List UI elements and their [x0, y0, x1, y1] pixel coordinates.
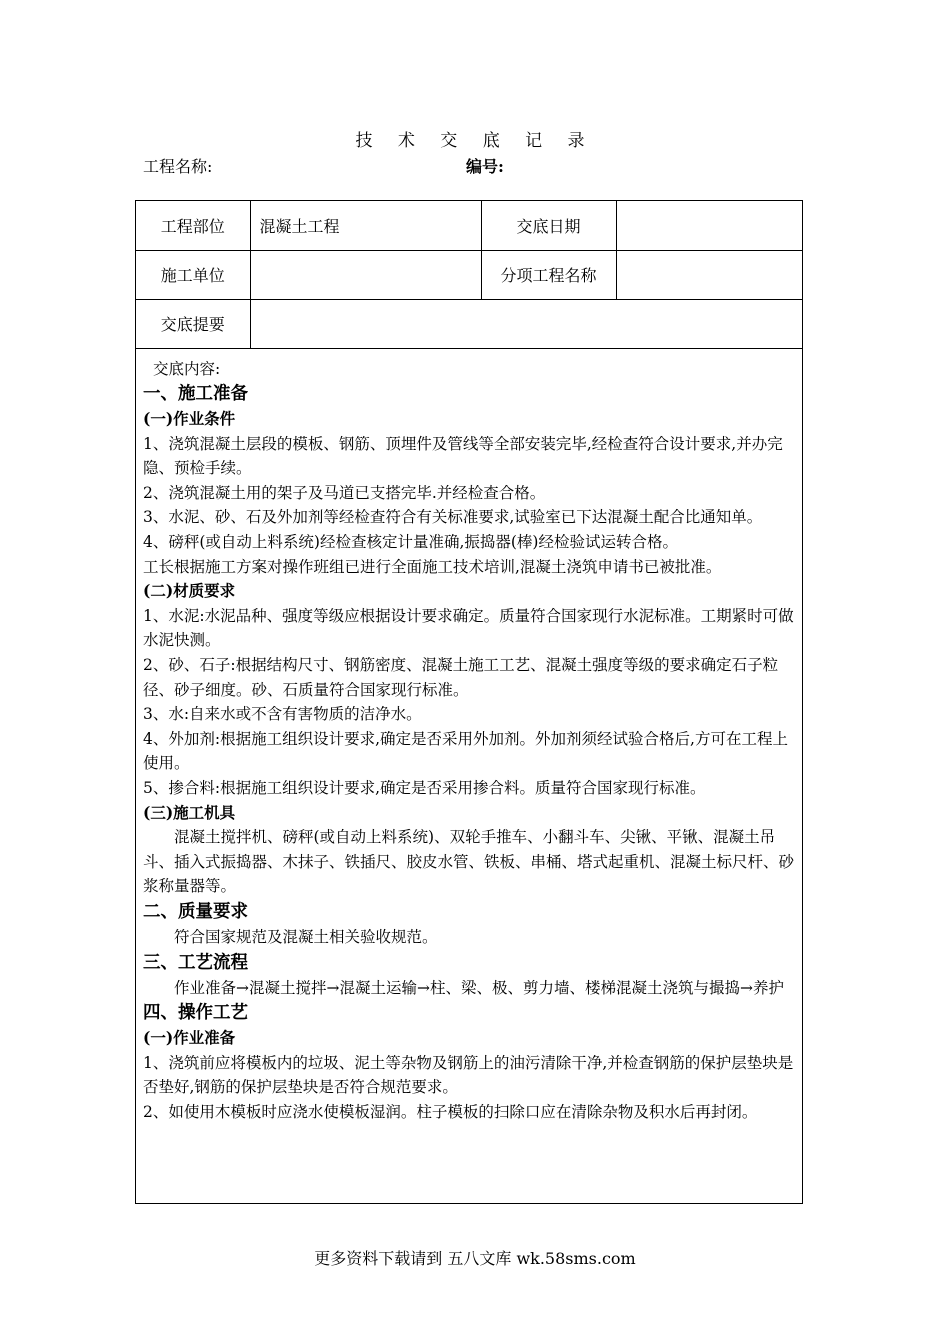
- list-item: 3、水泥、砂、石及外加剂等经检查符合有关标准要求,试验室已下达混凝土配合比通知单。: [143, 508, 763, 527]
- location-value: 混凝土工程: [250, 201, 481, 250]
- list-item: 4、磅秤(或自动上料系统)经检查核定计量准确,振捣器(棒)经检验试运转合格。: [143, 533, 678, 552]
- section-heading: 四、操作工艺: [143, 1003, 248, 1024]
- subsection-heading: (三)施工机具: [143, 802, 236, 822]
- list-item: 1、浇筑前应将模板内的垃圾、泥土等杂物及钢筋上的油污清除干净,并检查钢筋的保护层垫块是否垫好,钢筋的保护层垫块是否符合规范要求。: [143, 1053, 794, 1097]
- project-name-label: 工程名称:: [143, 157, 213, 176]
- list-item: 1、水泥:水泥品种、强度等级应根据设计要求确定。质量符合国家现行水泥标准。工期紧时可做水泥快测。: [143, 606, 794, 650]
- date-label: 交底日期: [481, 201, 616, 250]
- unit-value: [250, 250, 481, 299]
- sub-project-label: 分项工程名称: [481, 250, 616, 299]
- summary-value: [250, 299, 802, 348]
- date-value: [616, 201, 802, 250]
- document-title: 技 术 交 底 记 录: [355, 131, 595, 151]
- subsection-heading: (二)材质要求: [143, 581, 236, 601]
- paragraph: 作业准备→混凝土搅拌→混凝土运输→柱、梁、极、剪力墙、楼梯混凝土浇筑与撮捣→养护: [174, 978, 784, 997]
- code-label: 编号:: [466, 157, 504, 176]
- unit-label: 施工单位: [136, 250, 250, 299]
- section-heading: 二、质量要求: [143, 901, 248, 922]
- sub-project-value: [616, 250, 802, 299]
- list-item: 5、掺合料:根据施工组织设计要求,确定是否采用掺合料。质量符合国家现行标准。: [143, 779, 706, 797]
- list-item: 2、砂、石子:根据结构尺寸、钢筋密度、混凝土施工工艺、混凝土强度等级的要求确定石子粒径、砂子细度。砂、石质量符合国家现行标准。: [143, 656, 779, 699]
- list-item: 工长根据施工方案对操作班组已进行全面施工技术培训,混凝土浇筑申请书已被批准。: [143, 557, 722, 576]
- list-item: 4、外加剂:根据施工组织设计要求,确定是否采用外加剂。外加剂须经试验合格后,方可在工程上使用。: [143, 729, 788, 773]
- summary-label: 交底提要: [136, 299, 250, 348]
- content-intro: 交底内容:: [153, 359, 221, 378]
- section-heading: 三、工艺流程: [143, 952, 248, 973]
- list-item: 2、浇筑混凝土用的架子及马道已支搭完毕.并经检查合格。: [143, 483, 546, 502]
- list-item: 1、浇筑混凝土层段的模板、钢筋、顶埋件及管线等全部安装完毕,经检查符合设计要求,并办完隐、预检手续。: [143, 434, 783, 478]
- section-heading: 一、施工准备: [143, 384, 248, 405]
- subsection-heading: (一)作业准备: [143, 1028, 236, 1048]
- list-item: 3、水:自来水或不含有害物质的洁净水。: [143, 705, 422, 724]
- disclosure-content: [136, 349, 802, 1125]
- list-item: 2、如使用木模板时应浇水使模板湿润。柱子模板的扫除口应在清除杂物及积水后再封闭。: [143, 1102, 758, 1121]
- subsection-heading: (一)作业条件: [143, 409, 236, 429]
- paragraph: 混凝土搅拌机、磅秤(或自动上料系统)、双轮手推车、小翻斗车、尖锹、平锹、混凝土吊斗、插入式振捣器、木抹子、铁插尺、胶皮水管、铁板、串桶、塔式起重机、混凝土标尺杆、砂浆称量器等。: [143, 828, 795, 896]
- location-label: 工程部位: [136, 201, 250, 250]
- header-table: [136, 201, 802, 349]
- footer-link-text: 更多资料下载请到 五八文库 wk.58sms.com: [314, 1249, 636, 1268]
- record-form: [135, 200, 803, 1204]
- paragraph: 符合国家规范及混凝土相关验收规范。: [174, 927, 438, 946]
